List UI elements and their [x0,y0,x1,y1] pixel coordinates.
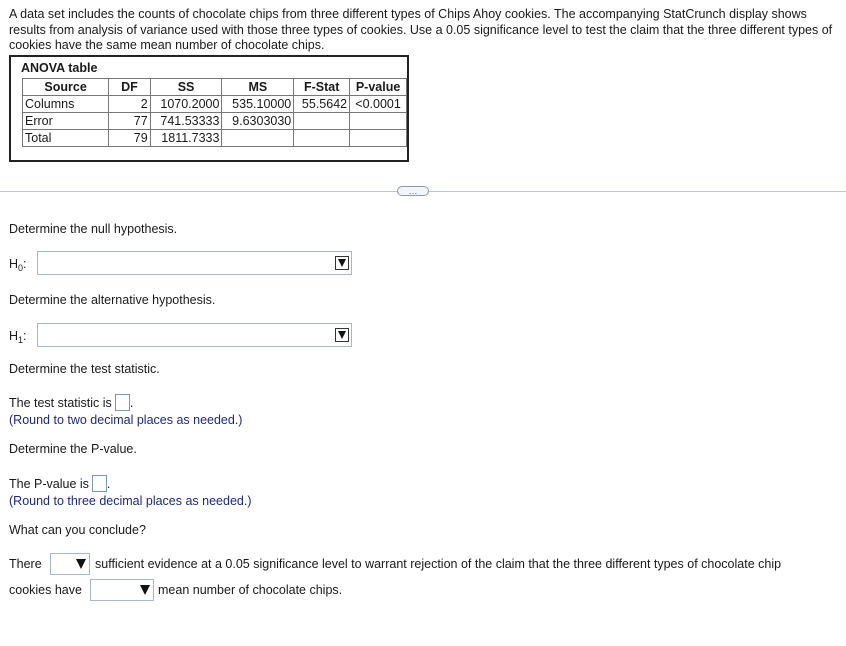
cell-ss: 741.53333 [150,113,222,130]
question-p-value: Determine the P-value. [9,442,137,456]
cell-ms: 9.6303030 [222,113,294,130]
question-alternative-hypothesis: Determine the alternative hypothesis. [9,293,216,307]
header-ss: SS [150,79,222,96]
cell-ms: 535.10000 [222,96,294,113]
cell-ms [222,130,294,147]
alternative-hypothesis-dropdown[interactable] [37,323,352,347]
cell-ss: 1811.7333 [150,130,222,147]
p-value-line: The P-value is . [9,477,111,491]
cell-df: 2 [109,96,150,113]
there-label: There [9,557,42,571]
evidence-dropdown[interactable] [50,553,90,575]
test-statistic-input[interactable] [115,394,130,411]
question-conclusion: What can you conclude? [9,523,146,537]
h0-subscript: 0 [18,263,24,273]
cell-fstat [294,113,350,130]
cell-pvalue [350,130,407,147]
cell-source: Total [23,130,109,147]
test-statistic-label: The test statistic is [9,396,112,410]
round-two-hint: (Round to two decimal places as needed.) [9,413,243,427]
header-ms: MS [222,79,294,96]
cell-df: 77 [109,113,150,130]
header-source: Source [23,79,109,96]
cell-df: 79 [109,130,150,147]
problem-statement: A data set includes the counts of chocolate chips from three different types of Chips Ahoy cookies. The accompanying StatCrunch display shows results from analysis of variance used with those three types of cookies. Use a 0.05 significance level to test the claim that the three different types of cookies have the same mean number of chocolate chips. [9,7,833,52]
anova-table-panel [9,55,409,162]
cookies-have-label: cookies have [9,583,82,597]
dropdown-arrow-icon [335,256,349,270]
p-value-label: The P-value is [9,477,89,491]
h1-label: $H_1$: [9,329,27,345]
h0-label: $H_0$: [9,257,27,273]
anova-header-row [23,79,407,96]
header-fstat: F-Stat [294,79,350,96]
cell-pvalue: <0.0001 [350,96,407,113]
h1-subscript: 1 [18,335,24,345]
mean-comparison-dropdown[interactable] [90,579,154,601]
cell-source: Error [23,113,109,130]
table-row [23,113,407,130]
question-null-hypothesis: Determine the null hypothesis. [9,222,178,236]
dropdown-arrow-icon [140,585,150,595]
header-pvalue: P-value [350,79,407,96]
test-statistic-line: The test statistic is . [9,396,134,410]
header-df: DF [109,79,150,96]
cell-pvalue [350,113,407,130]
cell-ss: 1070.2000 [150,96,222,113]
null-hypothesis-dropdown[interactable] [37,251,352,275]
conclusion-middle-text: sufficient evidence at a 0.05 significance level to warrant rejection of the claim that the three different types of chocolate chip [95,557,782,571]
p-value-input[interactable] [92,475,107,492]
dropdown-arrow-icon [335,328,349,342]
cell-fstat: 55.5642 [294,96,350,113]
table-row [23,130,407,147]
anova-table [22,78,407,147]
table-row [23,96,407,113]
round-three-hint: (Round to three decimal places as needed.) [9,494,252,508]
conclusion-end-text: mean number of chocolate chips. [158,583,343,597]
anova-title: ANOVA table [21,61,98,75]
h1-letter: H [9,329,19,343]
cell-source: Columns [23,96,109,113]
question-test-statistic: Determine the test statistic. [9,362,160,376]
dropdown-arrow-icon [76,559,86,569]
cell-fstat [294,130,350,147]
more-options-button[interactable]: … [397,186,429,196]
h0-letter: H [9,257,19,271]
